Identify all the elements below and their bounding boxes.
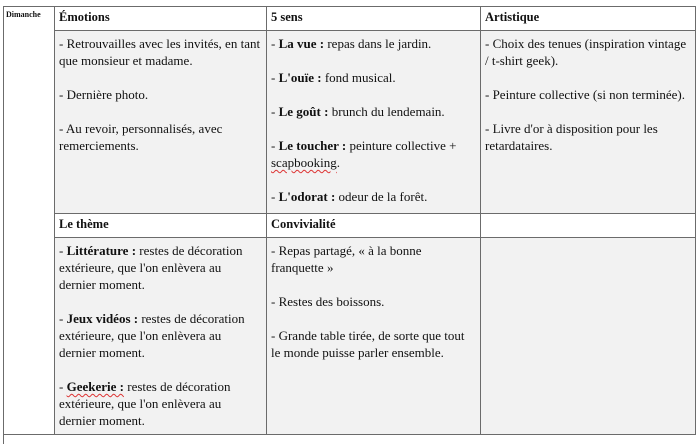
schedule-table (3, 6, 696, 435)
header-empty (481, 214, 696, 238)
header-row-1 (4, 7, 696, 31)
senses-item: - Le toucher : peinture collective + scapbooking. (271, 138, 457, 170)
theme-cell (55, 238, 267, 435)
senses-item: - L'ouïe : fond musical. (271, 70, 396, 85)
conviviality-item: - Grande table tirée, de sorte que tout le monde puisse parler ensemble. (271, 328, 465, 360)
conviviality-item: - Repas partagé, « à la bonne franquette » (271, 243, 422, 275)
emotions-item: - Au revoir, personnalisés, avec remerciements. (59, 121, 223, 153)
theme-item: - Littérature : restes de décoration extérieure, que l'on enlèvera au dernier moment. (59, 243, 243, 292)
emotions-cell (55, 31, 267, 214)
artistic-cell (481, 31, 696, 214)
spellcheck-flagged-word: scapbooking (271, 155, 337, 170)
header-row-2 (4, 214, 696, 238)
artistic-item: - Peinture collective (si non terminée). (485, 87, 685, 102)
senses-item: - Le goût : brunch du lendemain. (271, 104, 445, 119)
header-theme: Le thème (55, 214, 267, 238)
header-five-senses: 5 sens (267, 7, 481, 31)
artistic-item: - Livre d'or à disposition pour les retardataires. (485, 121, 658, 153)
table-border-continuation (3, 424, 4, 444)
header-conviviality: Convivialité (267, 214, 481, 238)
day-label: Dimanche (4, 7, 55, 435)
theme-item: - Jeux vidéos : restes de décoration extérieure, que l'on enlèvera au dernier moment. (59, 311, 245, 360)
emotions-item: - Retrouvailles avec les invités, en tant que monsieur et madame. (59, 36, 261, 68)
theme-item: - Geekerie : restes de décoration extérieure, que l'on enlèvera au dernier moment. (59, 379, 231, 428)
emotions-item: - Dernière photo. (59, 87, 149, 102)
header-emotions: Émotions (55, 7, 267, 31)
artistic-item: - Choix des tenues (inspiration vintage / t-shirt geek). (485, 36, 687, 68)
senses-item: - La vue : repas dans le jardin. (271, 36, 432, 51)
content-row-2 (4, 238, 696, 435)
conviviality-cell (267, 238, 481, 435)
senses-item: - L'odorat : odeur de la forêt. (271, 189, 428, 204)
header-artistic: Artistique (481, 7, 696, 31)
empty-cell (481, 238, 696, 435)
content-row-1 (4, 31, 696, 214)
senses-cell (267, 31, 481, 214)
conviviality-item: - Restes des boissons. (271, 294, 385, 309)
